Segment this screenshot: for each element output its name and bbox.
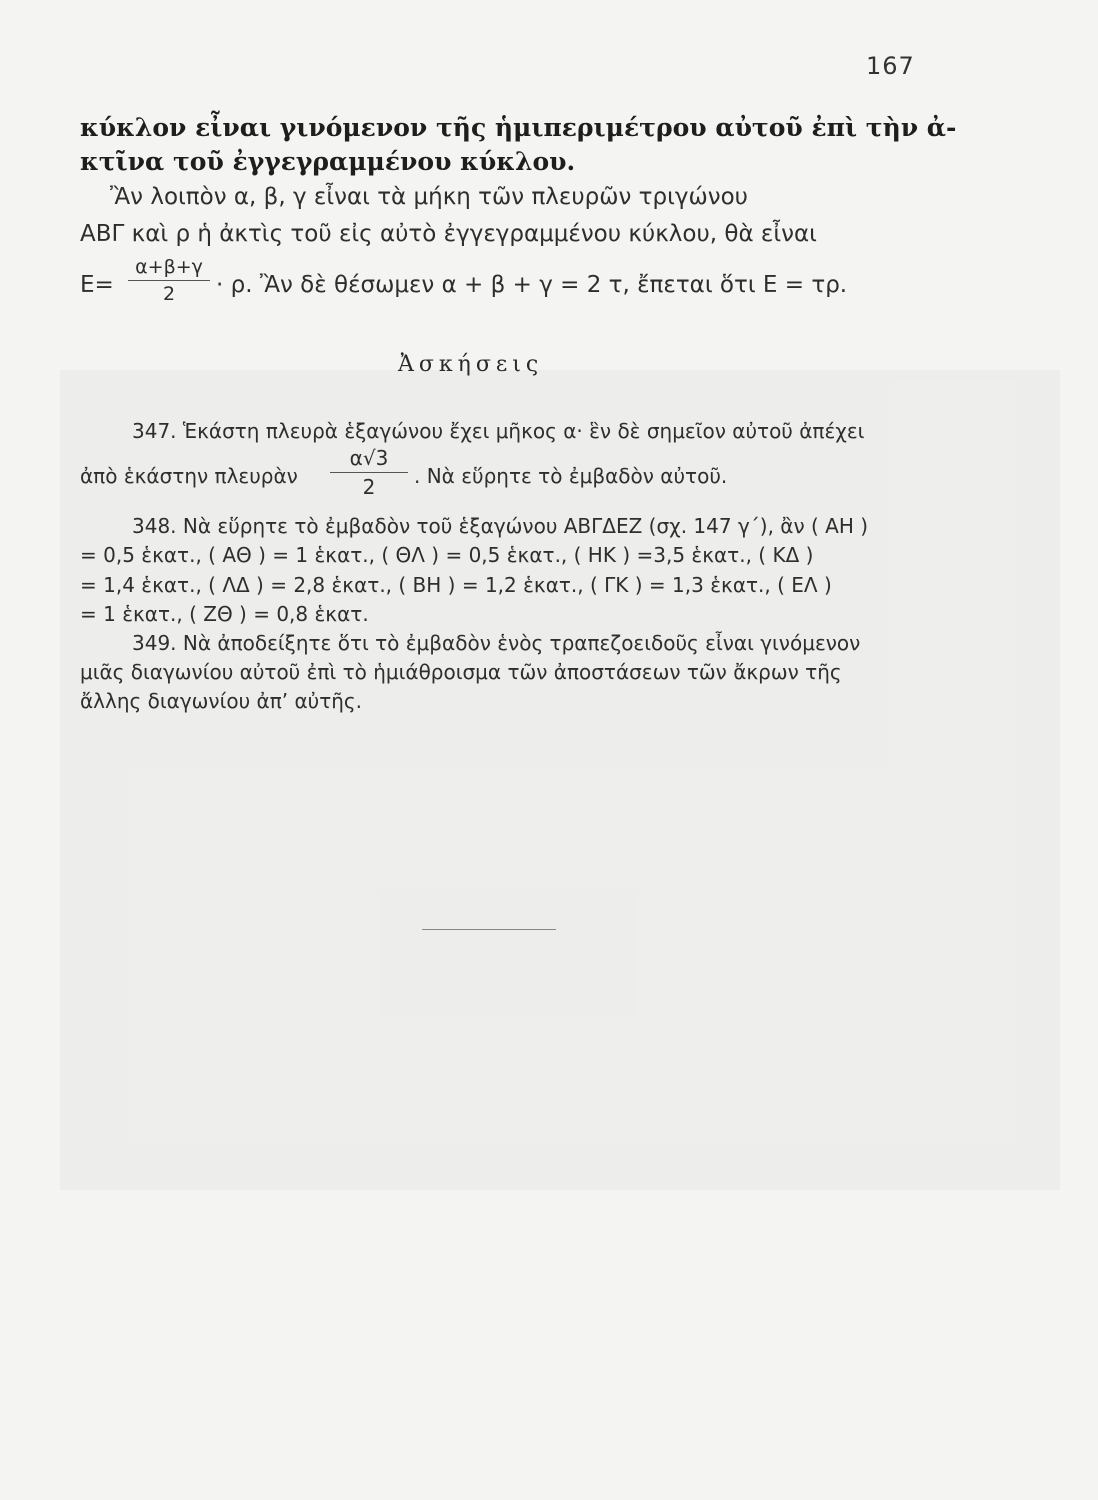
- exercise-348-line-2: = 0,5 ἑκατ., ( ΑΘ ) = 1 ἑκατ., ( ΘΛ ) = 0,5 ἑκατ., ( ΗΚ ) =3,5 ἑκατ., ( ΚΔ ): [80, 543, 814, 567]
- exercise-349-line-1: 349. Νὰ ἀποδείξητε ὅτι τὸ ἐμβαδὸν ἑνὸς τραπεζοειδοῦς εἶναι γινόμενον: [132, 631, 861, 655]
- exercise-349-line-3: ἄλλης διαγωνίου ἀπ’ αὐτῆς.: [80, 689, 363, 713]
- formula-fraction: [128, 256, 210, 305]
- formula-lhs: Ε=: [80, 272, 114, 298]
- intro-line-4: ΑΒΓ καὶ ρ ἡ ἀκτὶς τοῦ εἰς αὐτὸ ἐγγεγραμμένου κύκλου, θὰ εἶναι: [80, 221, 817, 247]
- intro-line-1: κύκλον εἶναι γινόμενον τῆς ἡμιπεριμέτρου αὐτοῦ ἐπὶ τὴν ἀ-: [80, 113, 957, 142]
- exercise-347-numerator: α√3: [349, 446, 389, 470]
- formula-denominator: 2: [162, 283, 176, 305]
- fraction-bar: [330, 472, 408, 473]
- intro-line-2: κτῖνα τοῦ ἐγγεγραμμένου κύκλου.: [80, 147, 576, 176]
- exercise-347-line-2-pre: ἀπὸ ἑκάστην πλευρὰν: [80, 464, 298, 488]
- exercise-347-denominator: 2: [362, 475, 376, 499]
- intro-line-3: Ἂν λοιπὸν α, β, γ εἶναι τὰ μήκη τῶν πλευρῶν τριγώνου: [110, 184, 748, 210]
- exercise-348-line-1: 348. Νὰ εὕρητε τὸ ἐμβαδὸν τοῦ ἑξαγώνου ΑΒΓΔΕΖ (σχ. 147 γ΄), ἂν ( ΑΗ ): [132, 514, 869, 538]
- exercise-348-line-3: = 1,4 ἑκατ., ( ΛΔ ) = 2,8 ἑκατ., ( ΒΗ ) = 1,2 ἑκατ., ( ΓΚ ) = 1,3 ἑκατ., ( ΕΛ ): [80, 573, 832, 597]
- section-heading: Ἀσκήσεις: [398, 352, 544, 377]
- fraction-bar: [128, 280, 210, 281]
- exercise-347-fraction: [330, 446, 408, 499]
- page-number: 167: [866, 52, 915, 80]
- formula-numerator: α+β+γ: [135, 256, 203, 278]
- section-divider: [422, 929, 556, 930]
- formula-rest: · ρ. Ἂν δὲ θέσωμεν α + β + γ = 2 τ, ἔπεται ὅτι Ε = τρ.: [216, 272, 848, 298]
- exercise-349-line-2: μιᾶς διαγωνίου αὐτοῦ ἐπὶ τὸ ἡμιάθροισμα τῶν ἀποστάσεων τῶν ἄκρων τῆς: [80, 660, 842, 684]
- exercise-347-line-1: 347. Ἑκάστη πλευρὰ ἑξαγώνου ἔχει μῆκος α· ἓν δὲ σημεῖον αὐτοῦ ἀπέχει: [132, 419, 865, 443]
- exercise-347-line-2-post: . Νὰ εὕρητε τὸ ἐμβαδὸν αὐτοῦ.: [414, 464, 728, 488]
- bleed-through-shade: [60, 370, 1060, 1190]
- exercise-348-line-4: = 1 ἑκατ., ( ΖΘ ) = 0,8 ἑκατ.: [80, 602, 369, 626]
